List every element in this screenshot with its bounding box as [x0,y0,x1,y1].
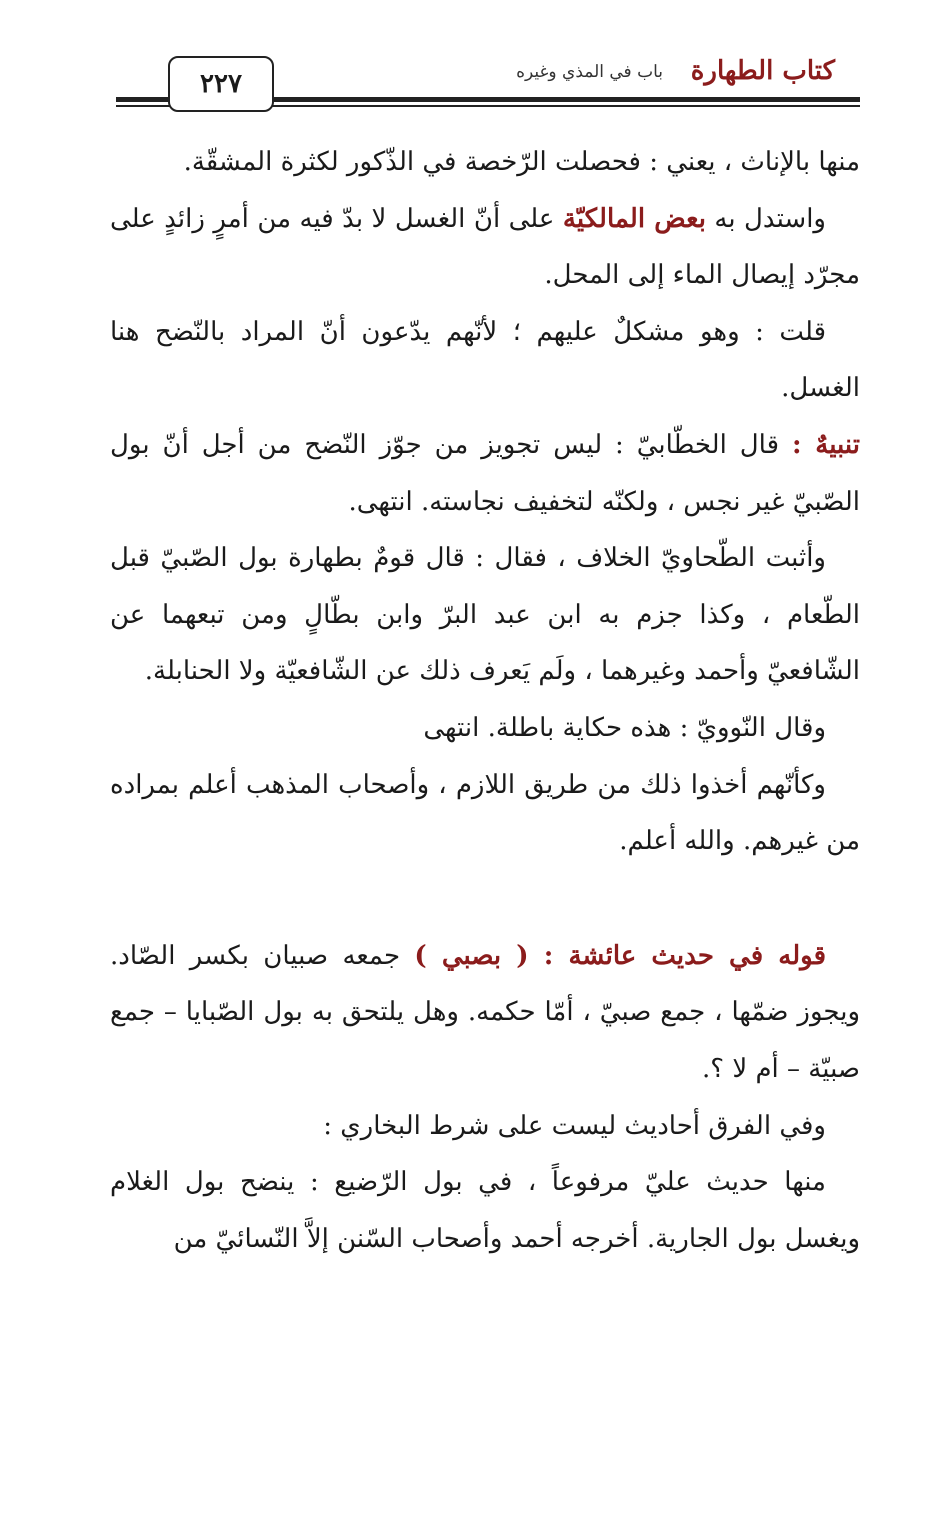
paragraph: وقال النّوويّ : هذه حكاية باطلة. انتهى [423,712,826,743]
section-gap [110,870,860,928]
note-label: تنبيهٌ : [791,429,860,460]
chapter-title: باب في المذي وغيره [516,62,663,82]
paragraph: منها بالإناث ، يعني : فحصلت الرّخصة في الذّكور لكثرة المشقّة. [183,147,860,177]
paragraph [110,928,860,1098]
paragraph-text: قال الخطّابيّ : ليس تجويز من جوّز النّضح من أجل أنّ بول الصّبيّ غير نجس ، ولكنّه لتخفيف نجاسته. انتهى. [110,429,860,517]
paragraph [110,191,860,304]
paragraph-text: واستدل به [705,203,826,234]
page-number: ٢٢٧ [168,56,274,112]
paragraph: وأثبت الطّحاويّ الخلاف ، فقال : قال قومٌ بطهارة بول الصّبيّ قبل الطّعام ، وكذا جزم به ابن عبد البرّ وابن بطّالٍ ومن تبعهما عن الشّافعيّ وأحمد وغيرهما ، ولَم يَعرف ذلك عن الشّافعيّة ولا الحنابلة. [110,543,860,687]
paragraph: منها حديث عليّ مرفوعاً ، في بول الرّضيع : ينضح بول الغلام ويغسل بول الجارية. أخرجه أحمد وأصحاب السّنن إلاَّ النّسائيّ من [110,1167,860,1254]
paragraph-text: جمعه صبيان بكسر الصّاد. ويجوز ضمّها ، جمع صبيّ ، أمّا حكمه. وهل يلتحق به بول الصّبايا – جمع صبيّة – أم لا ؟. [110,940,860,1084]
paragraph: وكأنّهم أخذوا ذلك من طريق اللازم ، وأصحاب المذهب أعلم بمراده من غيرهم. والله أعلم. [110,769,860,857]
book-title: كتاب الطهارة [690,56,835,86]
paragraph-text: على أنّ الغسل لا بدّ فيه من أمرٍ زائدٍ على مجرّد إيصال الماء إلى المحل. [110,203,860,291]
body-text [110,134,860,1267]
highlighted-term: بعض المالكيّة [562,203,706,234]
paragraph [110,417,860,530]
hadith-heading: قوله في حديث عائشة : ( بصبي ) [414,940,826,971]
paragraph: قلت : وهو مشكلٌ عليهم ؛ لأنّهم يدّعون أنّ المراد بالنّضح هنا الغسل. [110,316,860,404]
paragraph: وفي الفرق أحاديث ليست على شرط البخاري : [323,1110,826,1141]
page-header [0,0,945,120]
